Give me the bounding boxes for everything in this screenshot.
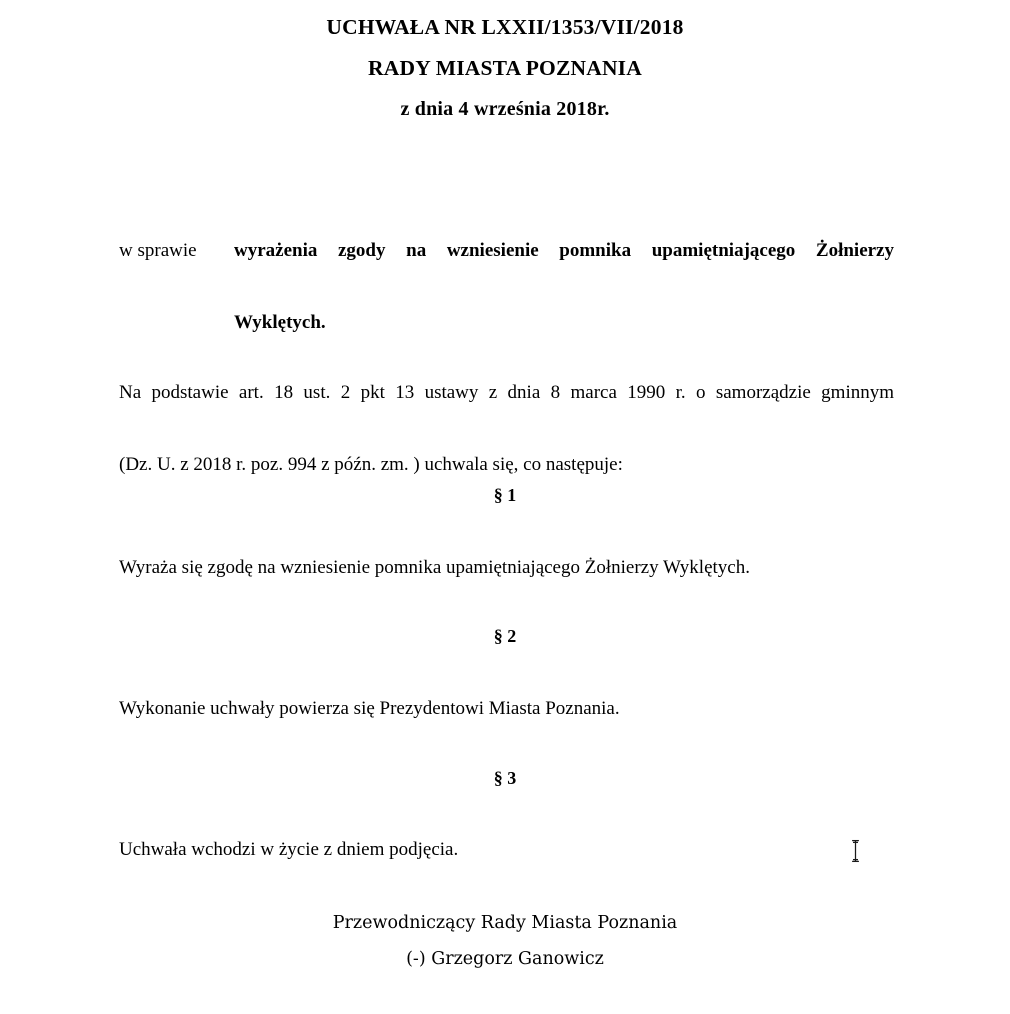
resolution-number-heading: UCHWAŁA NR LXXII/1353/VII/2018 (326, 15, 684, 39)
signature-name: (-) Grzegorz Ganowicz (406, 949, 604, 969)
subject-label: w sprawie (119, 240, 197, 261)
section-2-body: Wykonanie uchwały powierza się Prezydentowi Miasta Poznania. (119, 698, 620, 719)
section-1-body: Wyraża się zgodę na wzniesienie pomnika upamiętniającego Żołnierzy Wyklętych. (119, 557, 750, 578)
subject-line-2: Wyklętych. (234, 312, 326, 333)
subject-text (234, 233, 894, 341)
legal-basis-line-2: (Dz. U. z 2018 r. poz. 994 z późn. zm. ) uchwala się, co następuje: (119, 454, 623, 475)
section-3-body: Uchwała wchodzi w życie z dniem podjęcia. (119, 839, 459, 860)
signature-role: Przewodniczący Rady Miasta Poznania (332, 913, 678, 933)
section-2-heading: § 2 (493, 626, 517, 646)
section-3-heading: § 3 (493, 768, 517, 788)
council-name-heading: RADY MIASTA POZNANIA (368, 56, 642, 80)
subject-line-1: wyrażenia zgody na wzniesienie pomnika upamiętniającego Żołnierzy (234, 240, 894, 261)
legal-basis-paragraph (119, 375, 894, 483)
section-1-heading: § 1 (493, 485, 517, 505)
signature-block (0, 905, 1010, 977)
legal-basis-line-1: Na podstawie art. 18 ust. 2 pkt 13 ustawy z dnia 8 marca 1990 r. o samorządzie gminnym (119, 382, 894, 403)
resolution-date-heading: z dnia 4 września 2018r. (400, 98, 610, 120)
subject-block (119, 233, 894, 341)
document-title-block (0, 0, 1010, 130)
